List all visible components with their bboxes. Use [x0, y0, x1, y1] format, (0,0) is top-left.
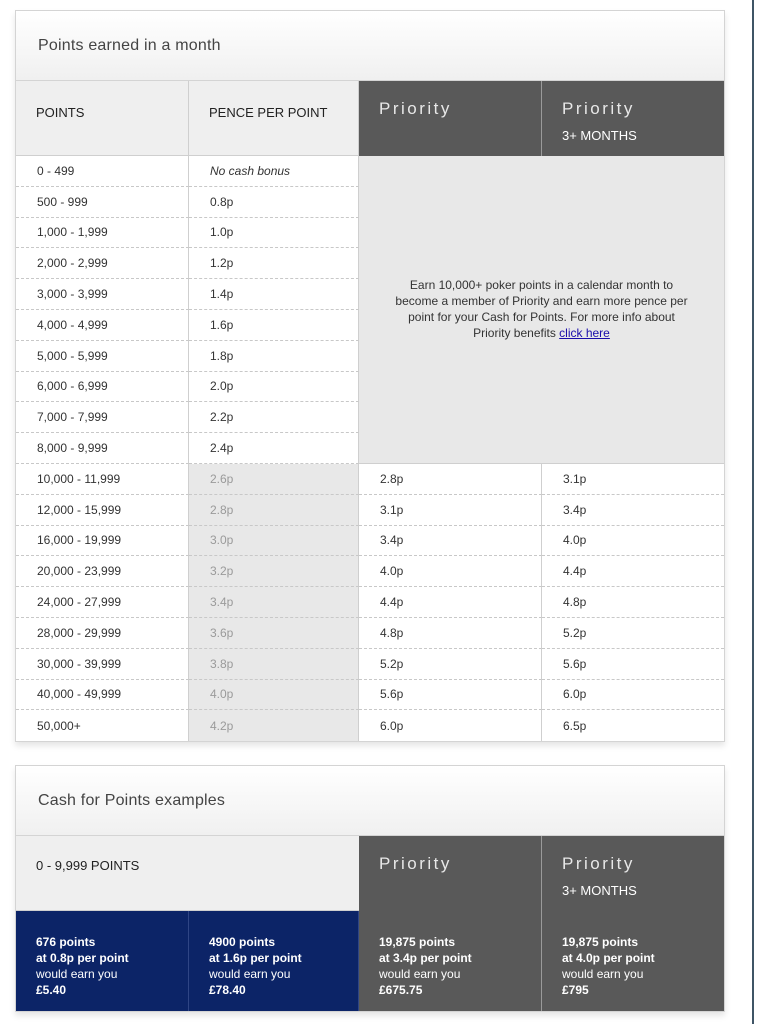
low-row-pence: 1.6p: [189, 310, 359, 341]
priority-info-block: [359, 156, 724, 464]
high-row-points: 28,000 - 29,999: [16, 618, 189, 649]
priority-info-text-wrap: [389, 277, 694, 341]
low-row-pence: 2.2p: [189, 402, 359, 433]
high-row-priority3: 4.8p: [542, 587, 724, 618]
low-row-pence: 0.8p: [189, 187, 359, 218]
high-row-pence: 4.2p: [189, 710, 359, 741]
high-row-priority: 3.4p: [359, 526, 542, 557]
example-card-amount: £795: [562, 983, 589, 997]
low-row-points: 6,000 - 6,999: [16, 372, 189, 403]
high-row-priority3: 4.0p: [542, 526, 724, 557]
example-card-earn: would earn you: [562, 967, 644, 981]
high-row-priority3: 5.2p: [542, 618, 724, 649]
low-row-points: 1,000 - 1,999: [16, 218, 189, 249]
example-card-rate: at 1.6p per point: [209, 951, 302, 965]
header-priority-label: Priority: [379, 99, 452, 118]
header-priority3-sublabel: 3+ MONTHS: [562, 128, 637, 143]
low-row-points: 7,000 - 7,999: [16, 402, 189, 433]
high-row-pence: 3.0p: [189, 526, 359, 557]
header-priority-3-months: [542, 81, 724, 156]
high-row-points: 50,000+: [16, 710, 189, 741]
examples-panel: [15, 765, 725, 1012]
high-row-points: 40,000 - 49,999: [16, 680, 189, 711]
examples-header-priority-label: Priority: [379, 854, 452, 873]
examples-header-range: 0 - 9,999 POINTS: [16, 836, 359, 911]
examples-header-priority3-label: Priority: [562, 854, 635, 873]
example-card: [189, 911, 359, 1011]
high-row-pence: 3.8p: [189, 649, 359, 680]
high-row-priority3: 3.4p: [542, 495, 724, 526]
high-row-pence: 3.2p: [189, 556, 359, 587]
low-row-pence: 1.8p: [189, 341, 359, 372]
example-card: [16, 911, 189, 1011]
high-row-pence: 4.0p: [189, 680, 359, 711]
points-table-panel: [15, 10, 725, 742]
low-row-points: 0 - 499: [16, 156, 189, 187]
low-row-pence: 1.4p: [189, 279, 359, 310]
high-row-priority3: 6.0p: [542, 680, 724, 711]
example-card-amount: £5.40: [36, 983, 67, 997]
low-row-points: 5,000 - 5,999: [16, 341, 189, 372]
high-row-priority3: 5.6p: [542, 649, 724, 680]
example-card-rate: at 0.8p per point: [36, 951, 129, 965]
high-row-pence: 2.8p: [189, 495, 359, 526]
high-row-points: 10,000 - 11,999: [16, 464, 189, 495]
high-row-points: 30,000 - 39,999: [16, 649, 189, 680]
page-edge-line: [752, 0, 754, 1024]
example-card: [359, 911, 542, 1011]
high-row-priority3: 3.1p: [542, 464, 724, 495]
example-card-earn: would earn you: [36, 967, 118, 981]
low-row-pence: 1.0p: [189, 218, 359, 249]
priority-info-text: Earn 10,000+ poker points in a calendar month to become a member of Priority and earn more pence per point for your Cash for Points. For more info about Priority benefits: [395, 278, 688, 341]
example-card-amount: £78.40: [209, 983, 246, 997]
example-card-rate: at 3.4p per point: [379, 951, 472, 965]
examples-header-priority-3-months: [542, 836, 724, 911]
low-row-points: 4,000 - 4,999: [16, 310, 189, 341]
high-row-points: 12,000 - 15,999: [16, 495, 189, 526]
example-card-points: 4900 points: [209, 935, 276, 949]
priority-info-link[interactable]: click here: [559, 326, 610, 341]
high-row-priority: 4.0p: [359, 556, 542, 587]
example-card-rate: at 4.0p per point: [562, 951, 655, 965]
examples-header-priority: [359, 836, 542, 911]
high-row-pence: 3.6p: [189, 618, 359, 649]
example-card-points: 676 points: [36, 935, 96, 949]
example-card-points: 19,875 points: [379, 935, 456, 949]
examples-title: Cash for Points examples: [16, 766, 724, 836]
high-row-points: 16,000 - 19,999: [16, 526, 189, 557]
low-row-points: 500 - 999: [16, 187, 189, 218]
high-row-priority: 2.8p: [359, 464, 542, 495]
examples-grid: [16, 836, 724, 1011]
high-row-pence: 2.6p: [189, 464, 359, 495]
low-row-points: 8,000 - 9,999: [16, 433, 189, 464]
high-row-priority: 4.8p: [359, 618, 542, 649]
high-row-priority: 3.1p: [359, 495, 542, 526]
high-row-priority: 4.4p: [359, 587, 542, 618]
example-card-points: 19,875 points: [562, 935, 639, 949]
example-card: [542, 911, 724, 1011]
header-priority3-label: Priority: [562, 99, 635, 118]
low-row-points: 2,000 - 2,999: [16, 248, 189, 279]
high-row-priority: 5.2p: [359, 649, 542, 680]
example-card-earn: would earn you: [209, 967, 291, 981]
header-points: POINTS: [16, 81, 189, 156]
examples-header-priority3-sublabel: 3+ MONTHS: [562, 883, 637, 898]
low-row-pence: 2.4p: [189, 433, 359, 464]
example-card-earn: would earn you: [379, 967, 461, 981]
high-row-priority: 5.6p: [359, 680, 542, 711]
low-row-pence: No cash bonus: [189, 156, 359, 187]
high-row-pence: 3.4p: [189, 587, 359, 618]
header-priority: [359, 81, 542, 156]
high-row-priority: 6.0p: [359, 710, 542, 741]
high-row-priority3: 4.4p: [542, 556, 724, 587]
example-card-amount: £675.75: [379, 983, 423, 997]
points-table-grid: [16, 81, 724, 741]
high-row-points: 20,000 - 23,999: [16, 556, 189, 587]
high-row-points: 24,000 - 27,999: [16, 587, 189, 618]
high-row-priority3: 6.5p: [563, 718, 587, 733]
low-row-points: 3,000 - 3,999: [16, 279, 189, 310]
header-pence-per-point: PENCE PER POINT: [189, 81, 359, 156]
points-table-title: Points earned in a month: [16, 11, 724, 81]
low-row-pence: 2.0p: [189, 372, 359, 403]
low-row-pence: 1.2p: [189, 248, 359, 279]
